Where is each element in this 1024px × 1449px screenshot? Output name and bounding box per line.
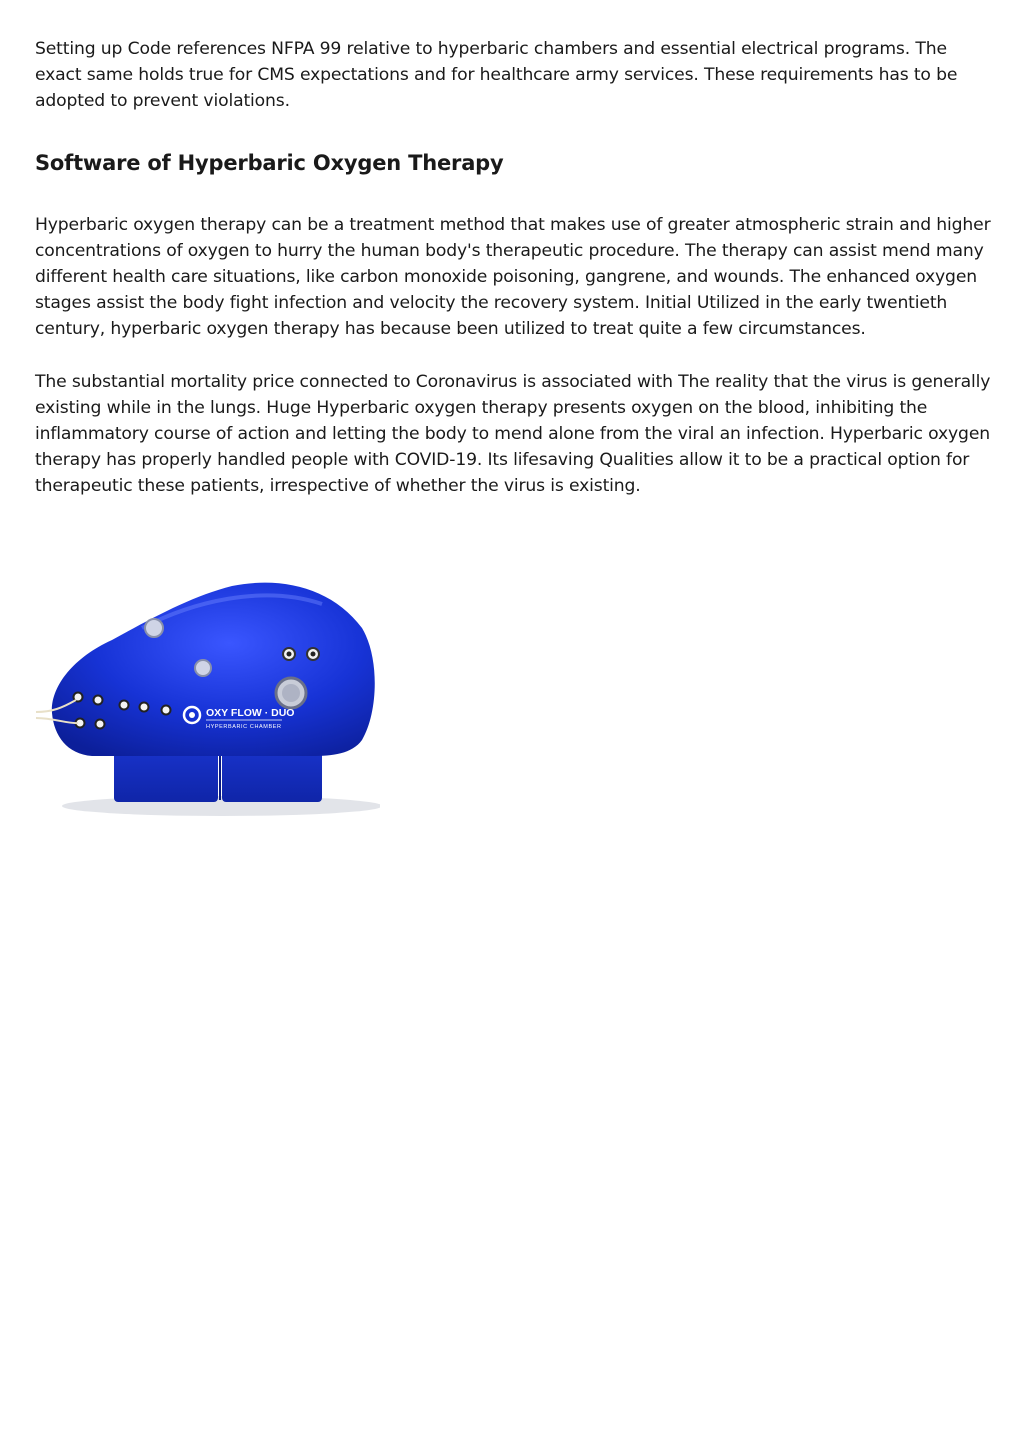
body-paragraph-1: Hyperbaric oxygen therapy can be a treatment method that makes use of greater atmospheric strain and higher concentrations of oxygen to hurry the human body's therapeutic procedure. The therapy can assist mend many different health care situations, like carbon monoxide poisoning, gangrene, and wounds. The enhanced oxygen stages assist the body fight infection and velocity the recovery system. Initial Utilized in the early twentieth century, hyperbaric oxygen therapy has because been utilized to treat quite a few circumstances. (35, 215, 991, 339)
body-paragraph-2: The substantial mortality price connected to Coronavirus is associated with The reality that the virus is generally existing while in the lungs. Huge Hyperbaric oxygen therapy presents oxygen on the blood, inhibiting the inflammatory course of action and letting the body to mend alone from the viral an infection. Hyperbaric oxygen therapy has properly handled people with COVID-19. Its lifesaving Qualities allow it to be a practical option for therapeutic these patients, irrespective of whether the virus is existing. (35, 372, 991, 496)
logo-brand-text: OXY FLOW · DUO (206, 707, 295, 719)
logo-sub-text: HYPERBARIC CHAMBER (206, 724, 282, 730)
intro-paragraph: Setting up Code references NFPA 99 relative to hyperbaric chambers and essential electrical programs. The exact same holds true for CMS expectations and for healthcare army services. These requirements has to be adopted to prevent violations. (35, 39, 958, 111)
section-heading: Software of Hyperbaric Oxygen Therapy (35, 151, 504, 175)
article (35, 36, 995, 499)
hyperbaric-chamber-image (32, 518, 380, 866)
